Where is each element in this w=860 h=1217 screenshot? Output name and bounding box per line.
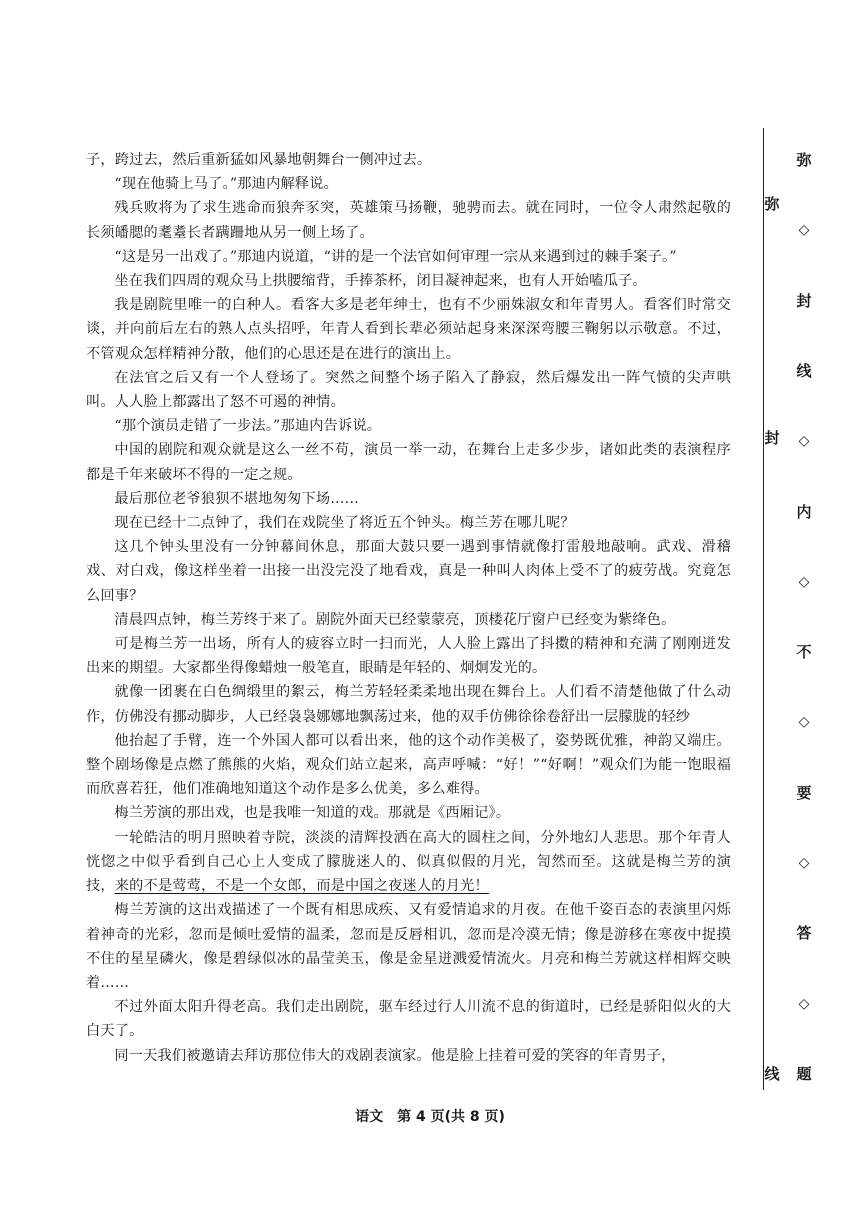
paragraph-text: 子，跨过去，然后重新猛如风暴地朝舞台一侧冲过去。 bbox=[86, 152, 432, 168]
binding-char: 封 bbox=[796, 291, 812, 310]
paragraph bbox=[86, 245, 731, 269]
binding-char-outer: 弥 bbox=[764, 195, 780, 213]
underlined-sentence: 来的不是莺莺，不是一个女郎，而是中国之夜迷人的月光！ bbox=[114, 878, 489, 895]
paragraph-text: 在法官之后又有一个人登场了。突然之间整个场子陷入了静寂，然后爆发出一阵气愤的尖声哄叫。人人脸上都露出了怒不可遏的神情。 bbox=[86, 369, 731, 411]
paragraph bbox=[86, 535, 731, 608]
paragraph-text: “那个演员走错了一步法。”那迪内告诉说。 bbox=[114, 418, 382, 435]
paragraph-text: 这几个钟头里没有一分钟幕间休息，那面大鼓只要一遇到事情就像打雷般地敲响。武戏、滑稽戏、对白戏，像这样坐着一出接一出没完没了地看戏，真是一种叫人肉体上受不了的疲劳战。究竟怎么回事？ bbox=[86, 539, 731, 604]
paragraph-text: 坐在我们四周的观众马上拱腰缩背，手捧茶杯，闭目凝神起来，也有人开始嗑瓜子。 bbox=[114, 273, 647, 290]
paragraph-text: “现在他骑上马了。”那迪内解释说。 bbox=[114, 176, 339, 193]
diamond-mark: ◇ bbox=[798, 714, 810, 731]
paragraph-text: 不过外面太阳升得老高。我们走出剧院，驱车经过行人川流不息的街道时，已经是骄阳似火的大白天了。 bbox=[86, 999, 731, 1040]
paragraph bbox=[86, 293, 731, 366]
paragraph-text: 他抬起了手臂，连一个外国人都可以看出来，他的这个动作美极了，姿势既优雅，神韵又端庄。整个剧场像是点燃了熊熊的火焰，观众们站立起来，高声呼喊：“好！”“好啊！”观众们为能一饱眼福而欣喜若狂，他们准确地知道这个动作是多么优美，多么难得。 bbox=[86, 732, 731, 798]
paragraph bbox=[86, 366, 731, 414]
binding-char: 内 bbox=[796, 502, 812, 521]
paragraph bbox=[86, 632, 731, 680]
paragraph-text: 最后那位老爷狼狈不堪地匆匆下场…… bbox=[114, 490, 359, 507]
diamond-mark: ◇ bbox=[798, 855, 810, 872]
binding-char: 题 bbox=[796, 1065, 812, 1083]
binding-char: 要 bbox=[796, 783, 812, 802]
paragraph bbox=[86, 438, 731, 486]
paragraph bbox=[86, 801, 731, 825]
paragraph bbox=[86, 826, 731, 899]
binding-line bbox=[763, 128, 764, 1090]
paragraph-text: “这是另一出戏了。”那迪内说道，“讲的是一个法官如何审理一宗从来遇到过的棘手案子。” bbox=[114, 248, 677, 265]
diamond-mark: ◇ bbox=[798, 573, 810, 590]
diamond-mark: ◇ bbox=[798, 995, 810, 1012]
binding-char: 答 bbox=[796, 924, 812, 943]
page-footer: 语文 第 4 页(共 8 页) bbox=[355, 1109, 505, 1125]
binding-char: 弥 bbox=[796, 151, 812, 169]
paragraph bbox=[86, 269, 731, 293]
paragraph bbox=[86, 608, 731, 632]
paragraph-text: 可是梅兰芳一出场，所有人的疲容立时一扫而光，人人脸上露出了抖擞的精神和充满了刚刚迸发出来的期望。大家都坐得像蜡烛一般笔直，眼睛是年轻的、炯炯发光的。 bbox=[86, 636, 731, 677]
paragraph bbox=[86, 172, 731, 196]
diamond-mark: ◇ bbox=[798, 222, 810, 239]
diamond-mark: ◇ bbox=[798, 433, 810, 450]
paragraph-text: 梅兰芳演的这出戏描述了一个既有相思成疾、又有爱情追求的月夜。在他千姿百态的表演里闪烁着神奇的光彩，忽而是倾吐爱情的温柔，忽而是反唇相讥，忽而是冷漠无情；像是游移在寒夜中捉摸不住的星星磷火，像是碧绿似冰的晶莹美玉，像是金星迸溅爱情流火。月亮和梅兰芳就这样相辉交映着…… bbox=[86, 902, 731, 991]
binding-char: 线 bbox=[796, 361, 812, 380]
paragraph bbox=[86, 414, 731, 438]
paragraph bbox=[86, 487, 731, 511]
paragraph-text: 清晨四点钟，梅兰芳终于来了。剧院外面天已经蒙蒙亮，顶楼花厅窗户已经变为紫绛色。 bbox=[114, 611, 676, 628]
binding-char-outer: 线 bbox=[764, 1065, 780, 1083]
paragraph-text: 残兵败将为了求生逃命而狼奔豕突，英雄策马扬鞭，驰骋而去。就在同时，一位令人肃然起敬的长须皤腮的耄耋长者蹒跚地从另一侧上场了。 bbox=[86, 200, 731, 241]
paragraph-text: 中国的剧院和观众就是这么一丝不苟，演员一举一动，在舞台上走多少步，诸如此类的表演程序都是千年来破坏不得的一定之规。 bbox=[86, 442, 731, 483]
paragraph bbox=[86, 680, 731, 728]
paragraph bbox=[86, 729, 731, 802]
paragraph bbox=[86, 1044, 731, 1068]
paragraph bbox=[86, 995, 731, 1043]
binding-char: 不 bbox=[796, 643, 812, 662]
paragraph-text: 我是剧院里唯一的白种人。看客大多是老年绅士，也有不少丽姝淑女和年青男人。看客们时常交谈，并向前后左右的熟人点头招呼，年青人看到长辈必须站起身来深深弯腰三鞠躬以示敬意。不过，不管观众怎样精神分散，他们的心思还是在进行的演出上。 bbox=[86, 297, 731, 362]
binding-char-outer: 封 bbox=[764, 429, 780, 447]
paragraph bbox=[86, 898, 731, 995]
paragraph bbox=[86, 511, 731, 535]
paragraph bbox=[86, 148, 731, 172]
paragraph-text: 同一天我们被邀请去拜访那位伟大的戏剧表演家。他是脸上挂着可爱的笑容的年青男子， bbox=[114, 1047, 676, 1064]
paragraph-text: 现在已经十二点钟了，我们在戏院坐了将近五个钟头。梅兰芳在哪儿呢？ bbox=[114, 515, 575, 532]
paragraph-text: 就像一团裹在白色绸缎里的絮云，梅兰芳轻轻柔柔地出现在舞台上。人们看不清楚他做了什么动作，仿佛没有挪动脚步，人已经袅袅娜娜地飘荡过来，他的双手仿佛徐徐卷舒出一层朦胧的轻纱 bbox=[86, 684, 731, 725]
paragraph-text: 梅兰芳演的那出戏，也是我唯一知道的戏。那就是《西厢记》。 bbox=[114, 805, 511, 822]
passage-text bbox=[86, 148, 731, 1068]
paragraph bbox=[86, 196, 731, 244]
paragraph-text: 一轮皓洁的明月照映着寺院，淡淡的清辉投洒在高大的圆柱之间，分外地幻人悲思。那个年青人恍惚之中似乎看到自己心上人变成了朦胧迷人的、似真似假的月光，訇然而至。这就是梅兰芳的演技， bbox=[86, 829, 731, 895]
